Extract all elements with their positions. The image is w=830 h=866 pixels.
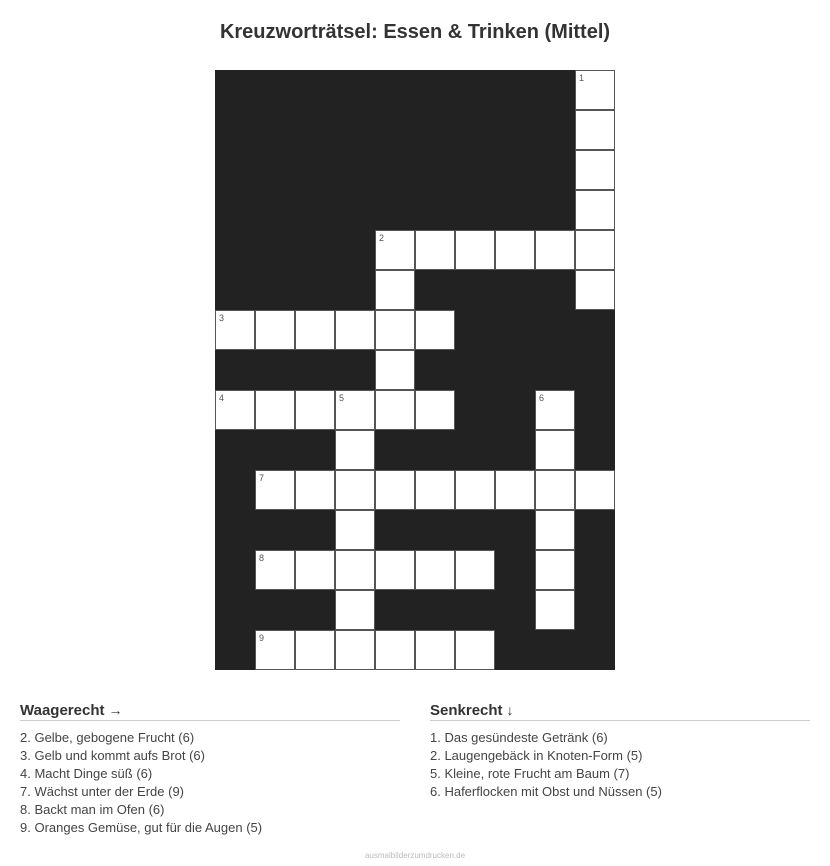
down-clue: 2. Laugengebäck in Knoten-Form (5) [430, 748, 643, 763]
grid-cell[interactable] [415, 470, 455, 510]
grid-cell[interactable] [295, 310, 335, 350]
grid-cell[interactable] [335, 470, 375, 510]
grid-cell[interactable] [575, 110, 615, 150]
footer-credit: ausmalbilderzumdrucken.de [364, 851, 466, 860]
grid-cell[interactable] [295, 550, 335, 590]
grid-cell[interactable] [415, 630, 455, 670]
grid-cell[interactable] [415, 230, 455, 270]
across-clue: 3. Gelb und kommt aufs Brot (6) [20, 748, 205, 763]
clue-number: 1 [579, 73, 585, 83]
across-clue: 7. Wächst unter der Erde (9) [20, 784, 185, 799]
clue-number: 9 [259, 633, 265, 643]
grid-cell[interactable] [575, 470, 615, 510]
down-heading-label: Senkrecht [430, 702, 503, 719]
grid-cell[interactable] [495, 470, 535, 510]
grid-cell[interactable] [375, 630, 415, 670]
across-clues [20, 702, 400, 837]
clue-number: 3 [219, 313, 225, 323]
across-clue: 4. Macht Dinge süß (6) [20, 766, 153, 781]
grid-cell[interactable] [335, 550, 375, 590]
page-title: Kreuzworträtsel: Essen & Trinken (Mittel) [219, 21, 611, 43]
clue-number: 4 [219, 393, 225, 403]
grid-cell[interactable] [575, 230, 615, 270]
across-heading [20, 702, 400, 721]
grid-cell[interactable] [255, 310, 295, 350]
grid-cell[interactable] [455, 630, 495, 670]
down-clue: 1. Das gesündeste Getränk (6) [430, 730, 608, 745]
grid-cell[interactable] [535, 550, 575, 590]
grid-cell[interactable] [375, 310, 415, 350]
grid-cell[interactable] [455, 550, 495, 590]
grid-cell[interactable] [455, 470, 495, 510]
grid-cell[interactable] [415, 390, 455, 430]
arrow-down-icon: ↓ [506, 702, 514, 718]
grid-cell[interactable] [215, 390, 255, 430]
down-clue-list [430, 729, 810, 801]
grid-cell[interactable] [535, 390, 575, 430]
grid-cell[interactable] [255, 390, 295, 430]
grid-cell[interactable] [455, 230, 495, 270]
grid-cell[interactable] [295, 630, 335, 670]
down-clue: 6. Haferflocken mit Obst und Nüssen (5) [430, 784, 662, 799]
grid-cell[interactable] [335, 510, 375, 550]
grid-cell[interactable] [495, 230, 535, 270]
grid-cell[interactable] [535, 230, 575, 270]
clue-number: 6 [539, 393, 545, 403]
grid-cell[interactable] [575, 70, 615, 110]
clue-number: 7 [259, 473, 265, 483]
grid-cell[interactable] [335, 390, 375, 430]
down-clues [430, 702, 810, 801]
arrow-right-icon: → [108, 702, 123, 718]
grid-cell[interactable] [255, 550, 295, 590]
grid-cell[interactable] [255, 630, 295, 670]
grid-cell[interactable] [535, 430, 575, 470]
down-clue: 5. Kleine, rote Frucht am Baum (7) [430, 766, 630, 781]
clue-number: 8 [259, 553, 265, 563]
grid-cell[interactable] [375, 350, 415, 390]
grid-cell[interactable] [255, 470, 295, 510]
across-clue: 2. Gelbe, gebogene Frucht (6) [20, 730, 195, 745]
across-clue: 9. Oranges Gemüse, gut für die Augen (5) [20, 820, 263, 835]
grid-cell[interactable] [575, 270, 615, 310]
grid-cell[interactable] [295, 390, 335, 430]
clue-number: 5 [339, 393, 345, 403]
grid-cell[interactable] [375, 390, 415, 430]
grid-cell[interactable] [375, 230, 415, 270]
grid-cell[interactable] [335, 310, 375, 350]
across-clue: 8. Backt man im Ofen (6) [20, 802, 165, 817]
grid-cell[interactable] [215, 310, 255, 350]
grid-cell[interactable] [535, 470, 575, 510]
grid-cell[interactable] [335, 590, 375, 630]
grid-cell[interactable] [535, 510, 575, 550]
crossword-grid [215, 70, 615, 670]
grid-cell[interactable] [575, 190, 615, 230]
grid-cell[interactable] [415, 550, 455, 590]
grid-cell[interactable] [335, 630, 375, 670]
grid-cell[interactable] [375, 550, 415, 590]
clue-number: 2 [379, 233, 385, 243]
grid-cell[interactable] [335, 430, 375, 470]
grid-cell[interactable] [535, 590, 575, 630]
grid-cell[interactable] [415, 310, 455, 350]
across-clue-list [20, 729, 400, 837]
grid-cell[interactable] [575, 150, 615, 190]
grid-cell[interactable] [295, 470, 335, 510]
down-heading [430, 702, 810, 721]
grid-cell[interactable] [375, 470, 415, 510]
grid-cell[interactable] [375, 270, 415, 310]
across-heading-label: Waagerecht [20, 702, 105, 719]
